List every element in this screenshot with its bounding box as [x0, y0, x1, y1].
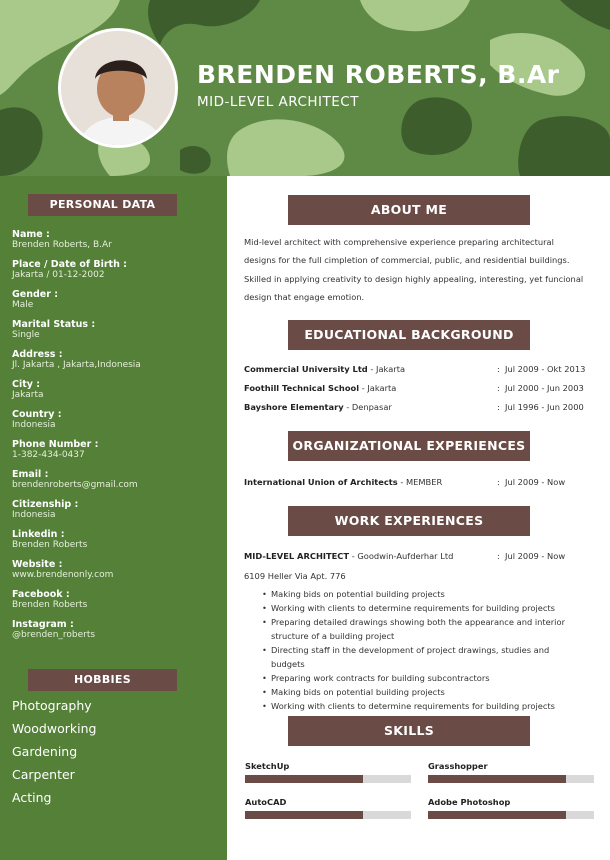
personal-data-value: Male: [12, 300, 34, 310]
personal-data-item: [12, 229, 217, 259]
instagram-link[interactable]: @brenden_roberts: [12, 630, 96, 640]
personal-data-item: [12, 379, 217, 409]
organization-period: Jul 2009 - Now: [505, 477, 566, 487]
linkedin-link[interactable]: Brenden Roberts: [12, 540, 88, 550]
hobbies-heading: HOBBIES: [28, 669, 177, 691]
personal-data-item: [12, 349, 217, 379]
work-company: - Goodwin-Aufderhar Ltd: [349, 551, 454, 561]
personal-data-item: [12, 529, 217, 559]
education-row: [244, 364, 594, 376]
school-name: Bayshore Elementary: [244, 402, 344, 412]
hobby-item: Woodworking: [12, 721, 97, 736]
list-item: • Directing staff in the development of project drawings, studies and budgets: [262, 643, 582, 671]
skill-item: [245, 796, 411, 819]
profile-photo: [58, 28, 178, 148]
website-link[interactable]: www.brendenonly.com: [12, 570, 114, 580]
list-item: • Working with clients to determine requirements for building projects: [262, 601, 582, 615]
hobby-item: Carpenter: [12, 767, 75, 782]
work-heading: WORK EXPERIENCES: [288, 506, 530, 536]
personal-data-label: City :: [12, 379, 41, 390]
skill-bar-fill: [245, 811, 363, 819]
skill-item: [428, 760, 594, 783]
education-row: [244, 402, 594, 414]
candidate-role: MID-LEVEL ARCHITECT: [197, 94, 359, 110]
personal-data-label: Gender :: [12, 289, 59, 300]
list-item: • Making bids on potential building projects: [262, 685, 582, 699]
education-period: Jul 1996 - Jun 2000: [505, 402, 584, 412]
personal-data-item: [12, 499, 217, 529]
school-name: Commercial University Ltd: [244, 364, 368, 374]
organization-name: International Union of Architects: [244, 477, 398, 487]
work-address: 6109 Heller Via Apt. 776: [244, 571, 346, 581]
skill-bar: [245, 775, 411, 783]
skill-bar: [428, 775, 594, 783]
skill-name: AutoCAD: [245, 797, 287, 807]
personal-data-value: Jakarta / 01-12-2002: [12, 270, 105, 280]
education-period: Jul 2009 - Okt 2013: [505, 364, 586, 374]
personal-data-value: Jl. Jakarta , Jakarta,Indonesia: [12, 360, 141, 370]
hobbies-list: [12, 698, 217, 813]
personal-data-label: Email :: [12, 469, 49, 480]
personal-data-item: [12, 559, 217, 589]
skill-name: SketchUp: [245, 761, 290, 771]
phone-number[interactable]: 1-382-434-0437: [12, 450, 85, 460]
list-item: • Preparing work contracts for building subcontractors: [262, 671, 582, 685]
skill-bar-fill: [428, 811, 566, 819]
skill-bar: [245, 811, 411, 819]
skill-bar: [428, 811, 594, 819]
work-position: MID-LEVEL ARCHITECT: [244, 551, 350, 561]
personal-data-label: Instagram :: [12, 619, 74, 630]
personal-data-label: Place / Date of Birth :: [12, 259, 127, 270]
school-place: - Denpasar: [343, 402, 392, 412]
organization-heading: ORGANIZATIONAL EXPERIENCES: [288, 431, 530, 461]
skill-bar-fill: [428, 775, 566, 783]
list-item: • Preparing detailed drawings showing both the appearance and interior structure of a building project: [262, 615, 582, 643]
personal-data-item: [12, 319, 217, 349]
personal-data-label: Citizenship :: [12, 499, 79, 510]
personal-data-item: [12, 409, 217, 439]
hobby-item: Gardening: [12, 744, 78, 759]
personal-data-label: Linkedin :: [12, 529, 65, 540]
personal-data-label: Country :: [12, 409, 62, 420]
personal-data-value: Jakarta: [12, 390, 44, 400]
header-banner: [0, 0, 610, 176]
school-name: Foothill Technical School: [244, 383, 360, 393]
education-row: [244, 383, 594, 395]
candidate-name: BRENDEN ROBERTS, B.Ar: [197, 60, 560, 89]
separator: :: [497, 364, 500, 374]
skills-heading: SKILLS: [288, 716, 530, 746]
personal-data-item: [12, 439, 217, 469]
personal-data-item: [12, 259, 217, 289]
personal-data-list: [12, 229, 217, 649]
personal-data-label: Marital Status :: [12, 319, 96, 330]
list-item: • Making bids on potential building projects: [262, 587, 582, 601]
about-text: Mid-level architect with comprehensive experience preparing architectural designs for the full cimpletion of commercial, public, and residential buildings. Skilled in applying creativity to design highly appealing, interesting, yet funcional design that engage emotion.: [244, 237, 584, 302]
personal-data-item: [12, 589, 217, 619]
personal-data-heading: PERSONAL DATA: [28, 194, 177, 216]
separator: :: [497, 477, 500, 487]
personal-data-value: Single: [12, 330, 40, 340]
personal-data-label: Website :: [12, 559, 63, 570]
personal-data-item: [12, 619, 217, 649]
personal-data-value: Indonesia: [12, 420, 56, 430]
education-period: Jul 2000 - Jun 2003: [505, 383, 584, 393]
personal-data-label: Phone Number :: [12, 439, 99, 450]
separator: :: [497, 402, 500, 412]
organization-role: - MEMBER: [397, 477, 443, 487]
separator: :: [497, 551, 500, 561]
personal-data-item: [12, 289, 217, 319]
skill-name: Grasshopper: [428, 761, 488, 771]
sidebar: [0, 176, 227, 860]
work-period: Jul 2009 - Now: [505, 551, 566, 561]
education-heading: EDUCATIONAL BACKGROUND: [288, 320, 530, 350]
facebook-link[interactable]: Brenden Roberts: [12, 600, 88, 610]
personal-data-label: Name :: [12, 229, 50, 240]
skill-name: Adobe Photoshop: [428, 797, 511, 807]
email-link[interactable]: brendenroberts@gmail.com: [12, 480, 138, 490]
about-heading: ABOUT ME: [288, 195, 530, 225]
list-item: • Working with clients to determine requirements for building projects: [262, 699, 582, 713]
work-row: [244, 551, 594, 563]
personal-data-label: Address :: [12, 349, 63, 360]
hobby-item: Photography: [12, 698, 92, 713]
work-duties-list: [262, 587, 582, 713]
skill-bar-fill: [245, 775, 363, 783]
separator: :: [497, 383, 500, 393]
personal-data-item: [12, 469, 217, 499]
school-place: - Jakarta: [359, 383, 397, 393]
organization-row: [244, 477, 594, 489]
skill-item: [428, 796, 594, 819]
personal-data-value: Brenden Roberts, B.Ar: [12, 240, 112, 250]
personal-data-label: Facebook :: [12, 589, 70, 600]
personal-data-value: Indonesia: [12, 510, 56, 520]
skill-item: [245, 760, 411, 783]
hobby-item: Acting: [12, 790, 52, 805]
school-place: - Jakarta: [367, 364, 406, 374]
